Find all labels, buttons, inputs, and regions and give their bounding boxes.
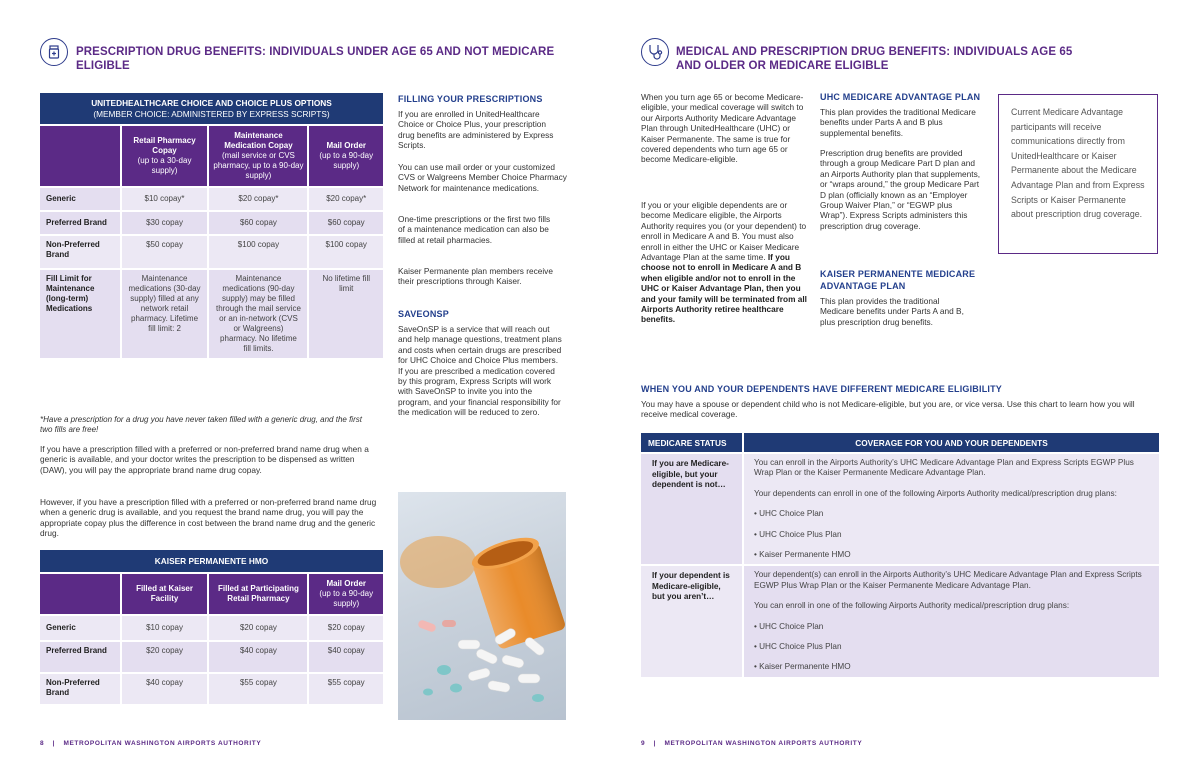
prescription-bottle-icon <box>40 38 68 66</box>
kaiser-table-header: KAISER PERMANENTE HMO <box>40 550 383 572</box>
kaiser-ma-p1: This plan provides the traditional Medicare benefits under Parts A and B, plus prescription drug benefits. <box>820 296 964 327</box>
table-row: Generic $10 copay $20 copay $20 copay <box>40 616 383 640</box>
filling-p4: Kaiser Permanente plan members receive their prescriptions through Kaiser. <box>398 266 553 287</box>
table-row: Generic $10 copay* $20 copay* $20 copay* <box>40 188 383 210</box>
kaiser-col-retail: Filled at Participating Retail Pharmacy <box>209 574 307 614</box>
table-row: Non-Preferred Brand $50 copay $100 copay $100 copay <box>40 236 383 268</box>
kaiser-ma-heading: KAISER PERMANENTE MEDICARE ADVANTAGE PLAN <box>820 269 976 291</box>
footer-org-left: METROPOLITAN WASHINGTON AIRPORTS AUTHORITY <box>63 740 262 747</box>
diff-eligibility-p: You may have a spouse or dependent child who is not Medicare-eligible, but you are, or vice versa. Use this chart to learn how you will receive medical coverage. <box>641 399 1135 420</box>
uhc-ma-p2: Prescription drug benefits are provided through a group Medicare Part D plan and an Airports Authority plan that supplements, or “wraps around,” the group Medicare Part D plan (officially known as an “Employer Group Waiver Plan,” or “EGWP plus Wrap”). Express Scripts administers this prescription drug coverage. <box>820 148 981 231</box>
stethoscope-icon <box>641 38 669 66</box>
filling-heading: FILLING YOUR PRESCRIPTIONS <box>398 94 543 104</box>
footer-org-right: METROPOLITAN WASHINGTON AIRPORTS AUTHORITY <box>664 740 863 747</box>
footnote: *Have a prescription for a drug you have never taken filled with a generic drug, and the first two fills are free! <box>40 415 362 434</box>
pills-photo <box>398 492 566 720</box>
uhc-col-mail: Mail Order <box>326 141 367 150</box>
table-row: If your dependent is Medicare-eligible, but you aren’t… Your dependent(s) can enroll in the Airports Authority’s UHC Medicare Advantage Plan and Express Scripts EGWP Plus Wrap Plan or the Kaiser Permanente Medicare Advantage Plan. You can enroll in one of the following Airports Authority medical/prescription drug plans: • UHC Choice Plan • UHC Choice Plus Plan • Kaiser Permanente HMO <box>641 566 1159 676</box>
table-row: Preferred Brand $20 copay $40 copay $40 copay <box>40 642 383 672</box>
kaiser-col-facility: Filled at Kaiser Facility <box>122 574 208 614</box>
uhc-copay-table: UNITEDHEALTHCARE CHOICE AND CHOICE PLUS OPTIONS (MEMBER CHOICE: ADMINISTERED BY EXPRESS SCRIPTS) Retail Pharmacy Copay (up to a 30-day supply) Maintenance Medication Copay (mail service or CVS pharmacy, up to a 90-day supply) Mail Order (up to a 90-day supply) Generic $10 copay* $20 copay* $20 copay* Preferred Brand $30 copay $60 copay $60 copay Non-Preferred Brand $50 copay $100 copay $100 copay Fill Limit for Maintenance (long-term) Medications Maintenance medications (30-day supply) filled at any network retail pharmacy. Lifetime fill limit: 2 Maintenance medications (90-day supply) may be filled through the mail service or an in-network (CVS or Walgreens) pharmacy. No lifetime fill limits. No lifetime fill limit <box>40 93 383 360</box>
table-row: Non-Preferred Brand $40 copay $55 copay $55 copay <box>40 674 383 704</box>
table-row: Fill Limit for Maintenance (long-term) Medications Maintenance medications (30-day supply) filled at any network retail pharmacy. Lifetime fill limit: 2 Maintenance medications (90-day supply) may be filled through the mail service or an in-network (CVS or Walgreens) pharmacy. No lifetime fill limits. No lifetime fill limit <box>40 270 383 358</box>
col-medicare-status: MEDICARE STATUS <box>641 433 742 452</box>
kaiser-col-mail: Mail Order <box>326 579 367 588</box>
uhc-table-header: UNITEDHEALTHCARE CHOICE AND CHOICE PLUS OPTIONS <box>91 98 332 108</box>
intro-p2: If you or your eligible dependents are or become Medicare eligible, the Airports Authority requires you (or your dependent) to enroll in Medicare A and B. You must also enroll in either the UHC or Kaiser Medicare Advantage Plan at the same time. If you choose not to enroll in Medicare A and B when eligible and/or not to enroll in the UHC or Kaiser Advantage Plan, then you and your family will be terminated from all Airports Authority retiree healthcare benefits. <box>641 200 807 325</box>
page-title-left: PRESCRIPTION DRUG BENEFITS: INDIVIDUALS UNDER AGE 65 AND NOT MEDICARE ELIGIBLE <box>76 46 555 72</box>
table-row: If you are Medicare-eligible, but your dependent is not… You can enroll in the Airports Authority’s UHC Medicare Advantage Plan and Express Scripts EGWP Plus Wrap Plan or the Kaiser Permanente Medicare Advantage Plan. Your dependents can enroll in one of the following Airports Authority medical/prescription drug plans: • UHC Choice Plan • UHC Choice Plus Plan • Kaiser Permanente HMO <box>641 454 1159 564</box>
page-number-left: 8 <box>40 740 45 747</box>
intro-p1: When you turn age 65 or become Medicare-eligible, your medical coverage will switch to our Airports Authority Medicare Advantage Plan through UnitedHealthcare (UHC) or Kaiser Permanente. The same is true for covered dependents who turn age 65 or become Medicare-eligible. <box>641 92 804 165</box>
uhc-col-retail: Retail Pharmacy Copay <box>133 136 196 155</box>
saveonsp-heading: SAVEONSP <box>398 309 449 319</box>
filling-p3: One-time prescriptions or the first two fills of a maintenance medication can also be filled at retail pharmacies. <box>398 214 551 245</box>
kaiser-copay-table: KAISER PERMANENTE HMO Filled at Kaiser Facility Filled at Participating Retail Pharmacy Mail Order (up to a 90-day supply) Generic $10 copay $20 copay $20 copay Preferred Brand $20 copay $40 copay $40 copay Non-Preferred Brand $40 copay $55 copay $55 copay <box>40 550 383 706</box>
saveonsp-p1: SaveOnSP is a service that will reach out and help manage questions, treatment plans and costs when certain drugs are prescribed for UHC Choice and Choice Plus members. If you are prescribed a medication covered by this program, Express Scripts will work with SaveOnSP to invite you into the program, and your financial responsibility for the medication will be reduced to zero. <box>398 324 562 418</box>
filling-p2: You can use mail order or your customized CVS or Walgreens Member Choice Pharmacy Network for maintenance medications. <box>398 162 567 193</box>
page-number-right: 9 <box>641 740 646 747</box>
table-row: Preferred Brand $30 copay $60 copay $60 copay <box>40 212 383 234</box>
para-brand-request: However, if you have a prescription filled with a preferred or non-preferred brand name drug when a generic drug is available, and you request the brand name drug, you will pay the appropriate copay plus the difference in cost between the brand name drug and the generic drug. <box>40 497 377 539</box>
uhc-table-subheader: (MEMBER CHOICE: ADMINISTERED BY EXPRESS SCRIPTS) <box>93 108 330 119</box>
uhc-ma-heading: UHC MEDICARE ADVANTAGE PLAN <box>820 92 981 102</box>
col-coverage: COVERAGE FOR YOU AND YOUR DEPENDENTS <box>744 433 1159 452</box>
uhc-col-maintenance: Maintenance Medication Copay <box>224 131 293 150</box>
page-title-right: MEDICAL AND PRESCRIPTION DRUG BENEFITS: INDIVIDUALS AGE 65 AND OLDER OR MEDICARE ELIGIBLE <box>676 46 1073 72</box>
medicare-status-table <box>641 433 1159 677</box>
filling-p1: If you are enrolled in UnitedHealthcare Choice or Choice Plus, your prescription drug benefits are administered by Express Scripts. <box>398 109 554 151</box>
diff-eligibility-heading: WHEN YOU AND YOUR DEPENDENTS HAVE DIFFERENT MEDICARE ELIGIBILITY <box>641 384 1002 394</box>
uhc-ma-p1: This plan provides the traditional Medicare benefits under Parts A and B plus supplemental benefits. <box>820 107 976 138</box>
medicare-advantage-callout: Current Medicare Advantage participants will receive communications directly from UnitedHealthcare or Kaiser Permanente about the Medicare Advantage Plan and from Express Scripts or Kaiser Permanente about prescription drug coverage. <box>998 94 1158 254</box>
para-daw: If you have a prescription filled with a preferred or non-preferred brand name drug when a generic is available, and your doctor writes the prescription to be dispensed as written (DAW), you will pay the appropriate brand name drug copay. <box>40 444 369 475</box>
